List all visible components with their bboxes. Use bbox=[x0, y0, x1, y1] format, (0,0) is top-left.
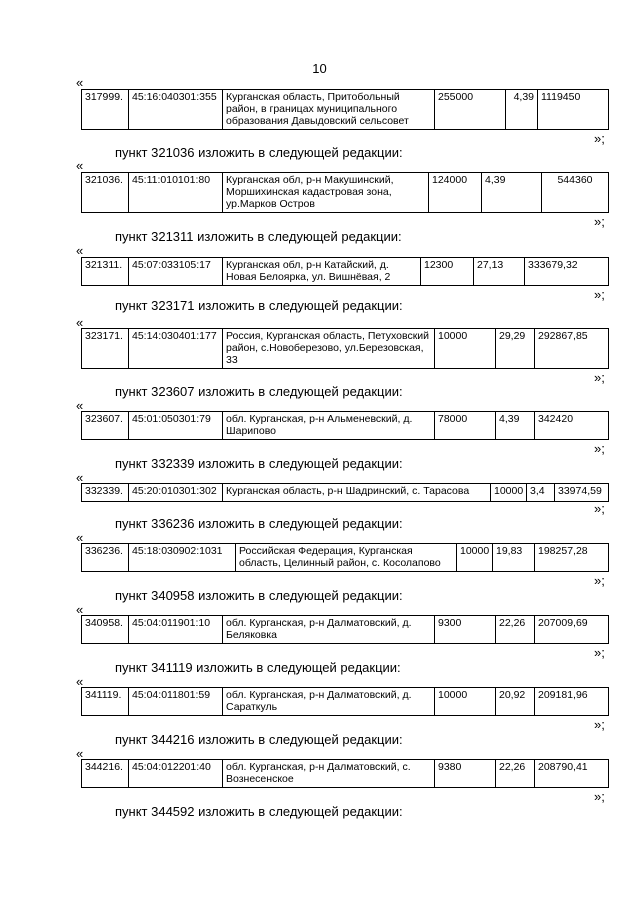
area: 9380 bbox=[435, 760, 496, 788]
area: 9300 bbox=[435, 616, 496, 644]
cadastral-number: 45:04:011901:10 bbox=[129, 616, 223, 644]
cadastral-value: 198257,28 bbox=[535, 544, 609, 572]
address: Курганская область, р-н Шадринский, с. Тарасова bbox=[223, 484, 491, 502]
open-quote: « bbox=[76, 470, 84, 485]
rate: 20,92 bbox=[496, 688, 535, 716]
rate: 22,26 bbox=[496, 760, 535, 788]
cadastral-value: 33974,59 bbox=[555, 484, 609, 502]
cadastral-number: 45:16:040301:355 bbox=[129, 90, 223, 130]
open-quote: « bbox=[76, 243, 84, 258]
record-table-321036 bbox=[81, 172, 609, 213]
rate: 4,39 bbox=[496, 412, 535, 440]
open-quote: « bbox=[76, 674, 84, 689]
cadastral-number: 45:18:030902:1031 bbox=[129, 544, 236, 572]
table-row bbox=[82, 412, 609, 440]
instruction-text: пункт 344216 изложить в следующей редакции: bbox=[115, 732, 403, 747]
area: 10000 bbox=[491, 484, 527, 502]
instruction-text: пункт 332339 изложить в следующей редакции: bbox=[115, 456, 403, 471]
address: обл. Курганская, р-н Далматовский, д. Сараткуль bbox=[223, 688, 435, 716]
area: 10000 bbox=[457, 544, 493, 572]
cadastral-value: 207009,69 bbox=[535, 616, 609, 644]
open-quote: « bbox=[76, 398, 84, 413]
instruction-text: пункт 344592 изложить в следующей редакции: bbox=[115, 804, 403, 819]
close-quote: »; bbox=[594, 573, 605, 588]
open-quote: « bbox=[76, 602, 84, 617]
record-table-344216 bbox=[81, 759, 609, 788]
rate: 29,29 bbox=[496, 329, 535, 369]
area: 10000 bbox=[435, 688, 496, 716]
area: 78000 bbox=[435, 412, 496, 440]
instruction-text: пункт 321036 изложить в следующей редакции: bbox=[115, 145, 403, 160]
close-quote: »; bbox=[594, 789, 605, 804]
record-table-323607 bbox=[81, 411, 609, 440]
table-row bbox=[82, 616, 609, 644]
record-number: 341119. bbox=[82, 688, 129, 716]
open-quote: « bbox=[76, 315, 84, 330]
address: обл. Курганская, р-н Далматовский, с. Вознесенское bbox=[223, 760, 435, 788]
table-row bbox=[82, 90, 609, 130]
cadastral-number: 45:07:033105:17 bbox=[129, 258, 223, 286]
address: Российская Федерация, Курганская область, Целинный район, с. Косолапово bbox=[236, 544, 457, 572]
cadastral-number: 45:20:010301:302 bbox=[129, 484, 223, 502]
open-quote: « bbox=[76, 746, 84, 761]
record-table-341119 bbox=[81, 687, 609, 716]
record-number: 321311. bbox=[82, 258, 129, 286]
table-row bbox=[82, 544, 609, 572]
close-quote: »; bbox=[594, 131, 605, 146]
address: обл. Курганская, р-н Альменевский, д. Шарипово bbox=[223, 412, 435, 440]
rate: 22,26 bbox=[496, 616, 535, 644]
area: 12300 bbox=[421, 258, 474, 286]
address: обл. Курганская, р-н Далматовский, д. Беляковка bbox=[223, 616, 435, 644]
area: 10000 bbox=[435, 329, 496, 369]
cadastral-value: 544360 bbox=[542, 173, 609, 213]
cadastral-number: 45:04:011801:59 bbox=[129, 688, 223, 716]
cadastral-number: 45:11:010101:80 bbox=[129, 173, 223, 213]
cadastral-value: 342420 bbox=[535, 412, 609, 440]
record-table-317999 bbox=[81, 89, 609, 130]
close-quote: »; bbox=[594, 370, 605, 385]
instruction-text: пункт 336236 изложить в следующей редакции: bbox=[115, 516, 403, 531]
cadastral-value: 333679,32 bbox=[525, 258, 609, 286]
record-number: 321036. bbox=[82, 173, 129, 213]
instruction-text: пункт 321311 изложить в следующей редакции: bbox=[115, 229, 402, 244]
cadastral-value: 208790,41 bbox=[535, 760, 609, 788]
open-quote: « bbox=[76, 530, 84, 545]
cadastral-value: 209181,96 bbox=[535, 688, 609, 716]
instruction-text: пункт 323171 изложить в следующей редакции: bbox=[115, 298, 403, 313]
record-table-321311 bbox=[81, 257, 609, 286]
address: Курганская обл, р-н Макушинский, Моршихинская кадастровая зона, ур.Марков Остров bbox=[223, 173, 429, 213]
close-quote: »; bbox=[594, 287, 605, 302]
open-quote: « bbox=[76, 158, 84, 173]
record-table-340958 bbox=[81, 615, 609, 644]
table-row bbox=[82, 688, 609, 716]
page-number: 10 bbox=[312, 61, 327, 76]
record-number: 323171. bbox=[82, 329, 129, 369]
rate: 4,39 bbox=[482, 173, 542, 213]
address: Курганская обл, р-н Катайский, д. Новая Белоярка, ул. Вишнёвая, 2 bbox=[223, 258, 421, 286]
rate: 3,4 bbox=[527, 484, 555, 502]
table-row bbox=[82, 484, 609, 502]
close-quote: »; bbox=[594, 441, 605, 456]
close-quote: »; bbox=[594, 214, 605, 229]
address: Россия, Курганская область, Петуховский район, с.Новоберезово, ул.Березовская, 33 bbox=[223, 329, 435, 369]
instruction-text: пункт 323607 изложить в следующей редакции: bbox=[115, 384, 403, 399]
record-number: 332339. bbox=[82, 484, 129, 502]
cadastral-number: 45:01:050301:79 bbox=[129, 412, 223, 440]
rate: 27,13 bbox=[474, 258, 525, 286]
close-quote: »; bbox=[594, 645, 605, 660]
table-row bbox=[82, 173, 609, 213]
record-number: 317999. bbox=[82, 90, 129, 130]
address: Курганская область, Притобольный район, в границах муниципального образования Давыдовский сельсовет bbox=[223, 90, 435, 130]
rate: 19,83 bbox=[493, 544, 535, 572]
record-table-336236 bbox=[81, 543, 609, 572]
cadastral-value: 292867,85 bbox=[535, 329, 609, 369]
rate: 4,39 bbox=[506, 90, 538, 130]
open-quote: « bbox=[76, 75, 84, 90]
record-number: 344216. bbox=[82, 760, 129, 788]
cadastral-number: 45:14:030401:177 bbox=[129, 329, 223, 369]
table-row bbox=[82, 760, 609, 788]
record-number: 340958. bbox=[82, 616, 129, 644]
area: 124000 bbox=[429, 173, 482, 213]
record-number: 323607. bbox=[82, 412, 129, 440]
instruction-text: пункт 340958 изложить в следующей редакции: bbox=[115, 588, 403, 603]
table-row bbox=[82, 258, 609, 286]
cadastral-number: 45:04:012201:40 bbox=[129, 760, 223, 788]
area: 255000 bbox=[435, 90, 506, 130]
record-number: 336236. bbox=[82, 544, 129, 572]
close-quote: »; bbox=[594, 717, 605, 732]
record-table-323171 bbox=[81, 328, 609, 369]
close-quote: »; bbox=[594, 501, 605, 516]
instruction-text: пункт 341119 изложить в следующей редакции: bbox=[115, 660, 401, 675]
record-table-332339 bbox=[81, 483, 609, 502]
cadastral-value: 1119450 bbox=[538, 90, 609, 130]
table-row bbox=[82, 329, 609, 369]
